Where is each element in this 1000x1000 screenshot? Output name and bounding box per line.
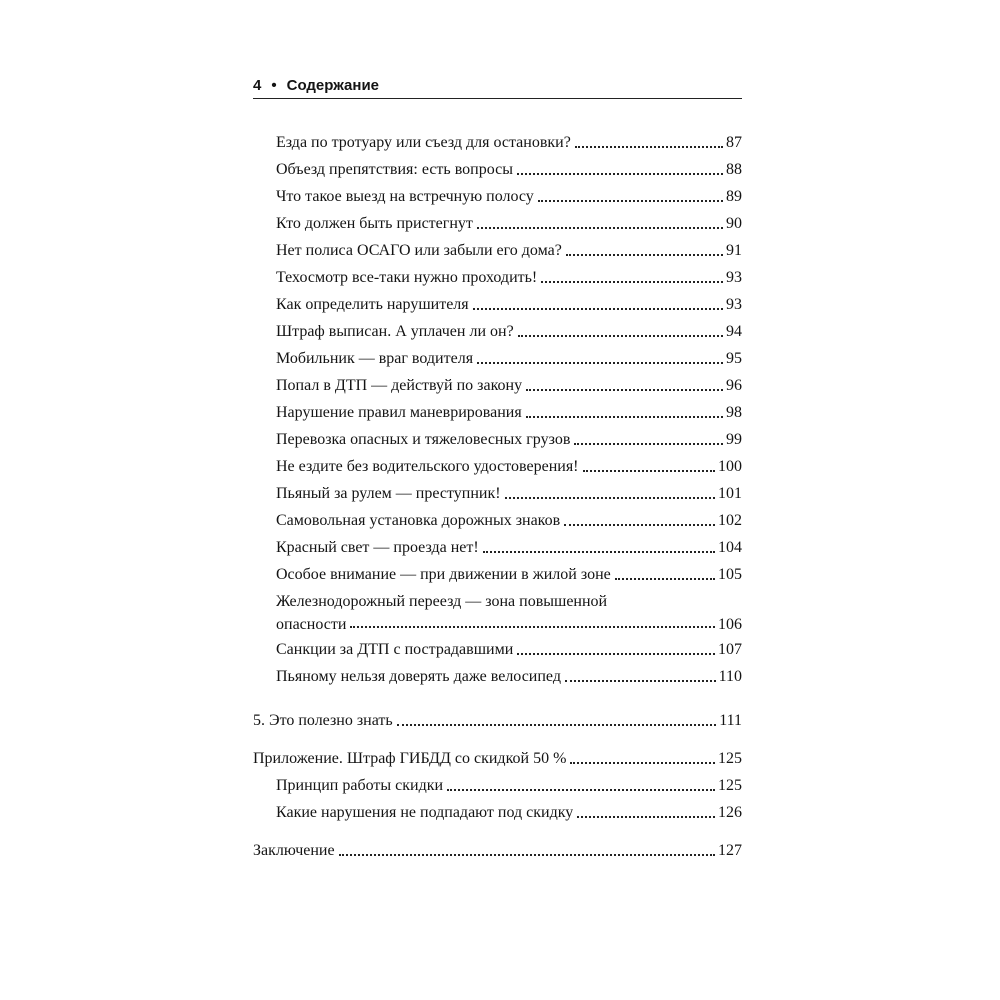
toc-entry-page: 98 <box>726 404 742 421</box>
toc-entry-page: 105 <box>718 566 742 583</box>
toc-entry-title: Объезд препятствия: есть вопросы <box>276 161 513 178</box>
dot-leader <box>505 496 715 499</box>
toc-entry[interactable] <box>253 663 742 690</box>
toc-entry-title: Нарушение правил маневрирования <box>276 404 522 421</box>
toc-entry-title: Заключение <box>253 842 335 859</box>
toc-entry[interactable] <box>253 799 742 826</box>
dot-leader <box>570 761 715 764</box>
dot-leader <box>565 679 716 682</box>
dot-leader <box>615 577 715 580</box>
toc-entry[interactable] <box>253 426 742 453</box>
toc-entry[interactable] <box>253 588 742 636</box>
toc-entry-title: Что такое выезд на встречную полосу <box>276 188 534 205</box>
dot-leader <box>526 415 723 418</box>
toc-entry[interactable] <box>253 453 742 480</box>
toc-entry-title: Мобильник — враг водителя <box>276 350 474 367</box>
dot-leader <box>583 469 715 472</box>
toc-entry-page: 125 <box>718 777 742 794</box>
toc-entry-title: Приложение. Штраф ГИБДД со скидкой 50 % <box>253 750 567 767</box>
toc-entry-title: Попал в ДТП — действуй по закону <box>276 377 523 394</box>
toc-entry-title: Пьяный за рулем — преступник! <box>276 485 501 502</box>
dot-leader <box>538 199 723 202</box>
dot-leader <box>518 334 723 337</box>
dot-leader <box>483 550 715 553</box>
toc-entry-page: 93 <box>726 269 742 286</box>
toc-entry-title: 5. Это полезно знать <box>253 712 393 729</box>
dot-leader <box>477 226 723 229</box>
dot-leader <box>564 523 715 526</box>
dot-leader <box>541 280 723 283</box>
table-of-contents <box>253 129 742 864</box>
toc-entry[interactable] <box>253 291 742 318</box>
toc-entry-page: 107 <box>718 641 742 658</box>
toc-entry-page: 94 <box>726 323 742 340</box>
toc-entry-page: 101 <box>718 485 742 502</box>
toc-entry[interactable] <box>253 561 742 588</box>
toc-chapter-entry[interactable] <box>253 707 742 734</box>
dot-leader <box>477 361 723 364</box>
toc-entry-page: 88 <box>726 161 742 178</box>
dot-leader <box>517 652 715 655</box>
toc-entry-title: Особое внимание — при движении в жилой зоне <box>276 566 611 583</box>
toc-entry-page: 104 <box>718 539 742 556</box>
toc-entry-page: 93 <box>726 296 742 313</box>
toc-entry-page: 102 <box>718 512 742 529</box>
toc-entry-title: Нет полиса ОСАГО или забыли его дома? <box>276 242 562 259</box>
toc-entry[interactable] <box>253 129 742 156</box>
toc-entry[interactable] <box>253 183 742 210</box>
toc-entry-title: Принцип работы скидки <box>276 777 444 794</box>
toc-entry[interactable] <box>253 507 742 534</box>
dot-leader <box>350 625 715 628</box>
toc-entry-title: Перевозка опасных и тяжеловесных грузов <box>276 431 571 448</box>
toc-entry-title: Кто должен быть пристегнут <box>276 215 473 232</box>
toc-entry[interactable] <box>253 534 742 561</box>
toc-entry-title: Железнодорожный переезд — зона повышенной <box>276 593 608 610</box>
toc-entry-page: 127 <box>718 842 742 859</box>
toc-entry-page: 111 <box>719 712 742 729</box>
toc-entry[interactable] <box>253 372 742 399</box>
dot-leader <box>397 723 716 726</box>
toc-entry-title: Езда по тротуару или съезд для остановки? <box>276 134 571 151</box>
dot-leader <box>339 853 715 856</box>
toc-entry-page: 95 <box>726 350 742 367</box>
toc-entry[interactable] <box>253 636 742 663</box>
toc-entry-title: Красный свет — проезда нет! <box>276 539 479 556</box>
toc-entry-page: 126 <box>718 804 742 821</box>
toc-entry[interactable] <box>253 210 742 237</box>
toc-entry[interactable] <box>253 772 742 799</box>
toc-entry-page: 89 <box>726 188 742 205</box>
toc-entry-page: 110 <box>718 668 742 685</box>
toc-entry-page: 125 <box>718 750 742 767</box>
toc-entry-title: Самовольная установка дорожных знаков <box>276 512 561 529</box>
dot-leader <box>577 815 715 818</box>
dot-leader <box>566 253 723 256</box>
toc-appendix-entry[interactable] <box>253 745 742 772</box>
toc-entry-page: 106 <box>718 616 742 633</box>
section-title: Содержание <box>286 77 380 94</box>
dot-leader <box>517 172 723 175</box>
toc-entry-page: 96 <box>726 377 742 394</box>
toc-conclusion-entry[interactable] <box>253 837 742 864</box>
toc-entry-title-continued: опасности <box>276 616 347 633</box>
toc-entry-title: Техосмотр все-таки нужно проходить! <box>276 269 538 286</box>
toc-entry[interactable] <box>253 399 742 426</box>
dot-leader <box>526 388 723 391</box>
dot-leader <box>574 442 723 445</box>
page-header <box>253 76 742 99</box>
toc-entry-page: 87 <box>726 134 742 151</box>
toc-entry[interactable] <box>253 318 742 345</box>
toc-entry[interactable] <box>253 237 742 264</box>
toc-entry[interactable] <box>253 156 742 183</box>
dot-leader <box>473 307 723 310</box>
dot-leader <box>447 788 715 791</box>
header-bullet: • <box>271 77 277 94</box>
page-number: 4 <box>253 77 262 94</box>
toc-entry-page: 99 <box>726 431 742 448</box>
toc-entry-page: 100 <box>718 458 742 475</box>
toc-entry[interactable] <box>253 480 742 507</box>
toc-entry-title: Какие нарушения не подпадают под скидку <box>276 804 574 821</box>
toc-entry[interactable] <box>253 345 742 372</box>
toc-entry-page: 90 <box>726 215 742 232</box>
toc-entry-title: Санкции за ДТП с пострадавшими <box>276 641 514 658</box>
toc-entry-title: Не ездите без водительского удостоверения! <box>276 458 579 475</box>
toc-entry-title: Штраф выписан. А уплачен ли он? <box>276 323 514 340</box>
toc-entry-page: 91 <box>726 242 742 259</box>
dot-leader <box>575 145 723 148</box>
toc-entry-title: Пьяному нельзя доверять даже велосипед <box>276 668 561 685</box>
toc-entry[interactable] <box>253 264 742 291</box>
toc-entry-title: Как определить нарушителя <box>276 296 469 313</box>
